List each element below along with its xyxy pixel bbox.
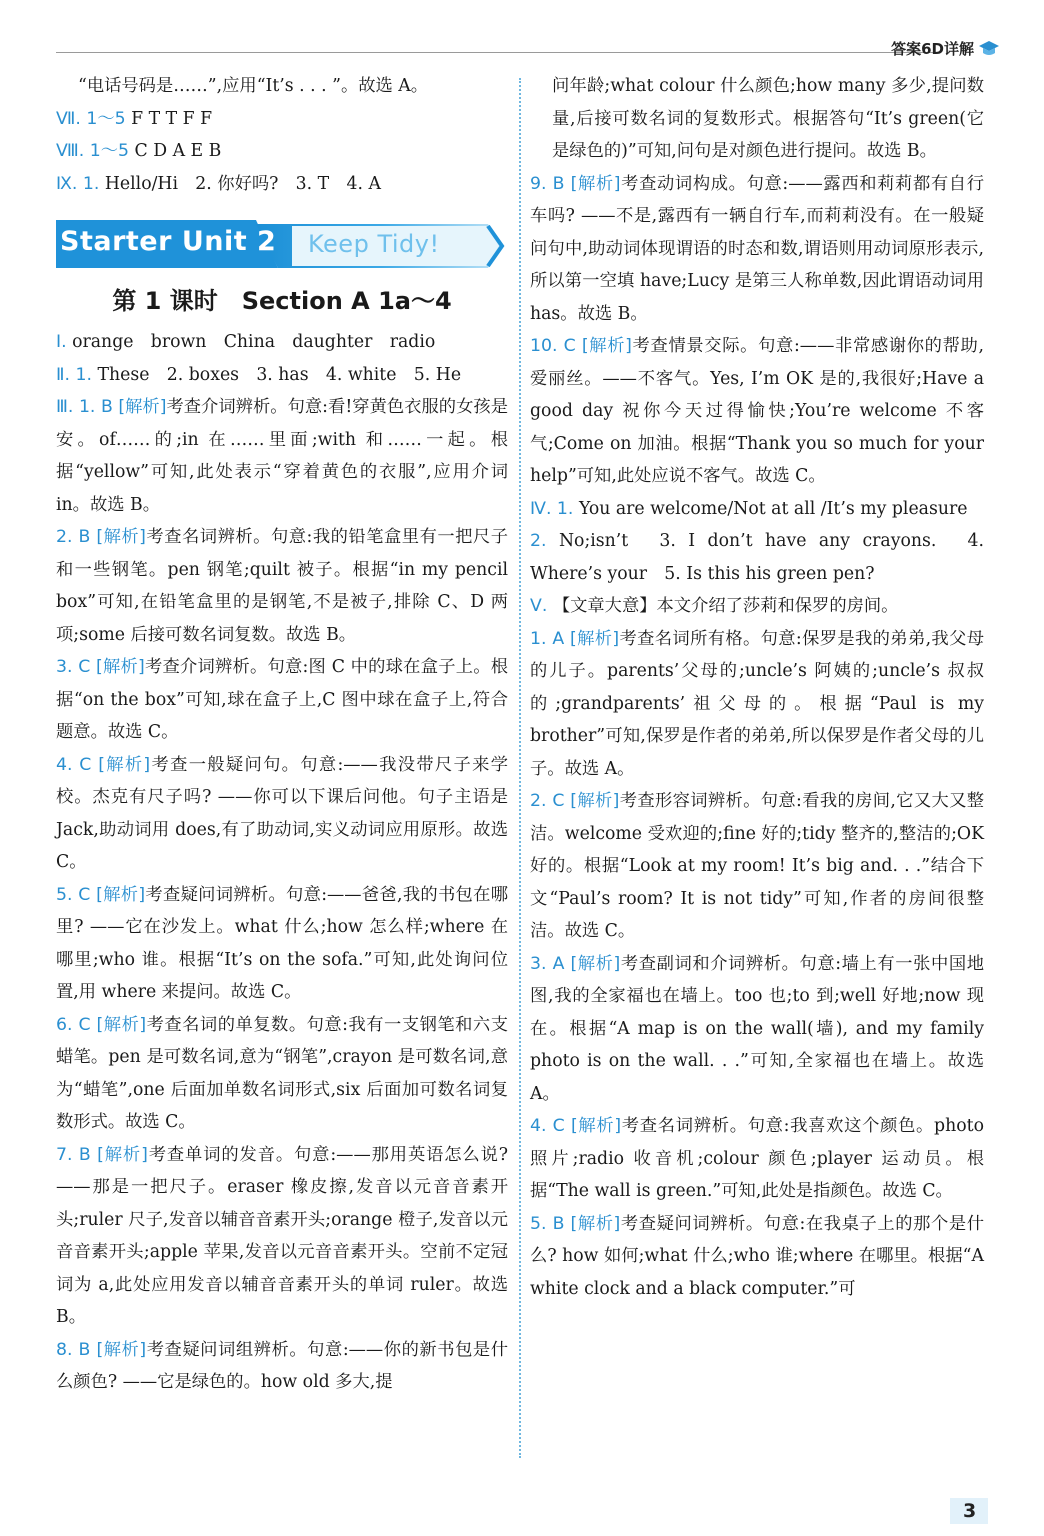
answer-text: 考查动词构成。句意:——露西和莉莉都有自行车吗? ——不是,露西有一辆自行车,而莉莉没有。在一般疑问句中,助动词体现谓语的时态和数,谓语则用动词原形表示,所以第一空填 have;Lucy 是第三人称单数,因此谓语动词用 has。故选 B。 [530,173,984,324]
analysis-tag: [解析] [96,1339,147,1360]
answer-item [530,1208,984,1306]
answer-item [530,493,984,526]
answer-text: 考查副词和介词辨析。句意:墙上有一张中国地图,我的全家福也在墙上。too 也;to 到;well 好地;now 现在。根据“A map is on the wall(墙), and my family photo is on the wall. . .”可知,全家福也在墙上。故选 A。 [530,953,984,1104]
answer-item [56,879,508,1009]
answer-number: Ⅴ. [530,596,548,616]
answer-number: Ⅷ. 1～5 [56,141,130,161]
analysis-tag: [解析] [570,1213,621,1234]
section-title: 第 1 课时 Section A 1a～4 [112,287,452,315]
answer-item [56,651,508,749]
answer-item [530,948,984,1111]
answer-number: Ⅸ. 1. [56,173,100,194]
analysis-tag: [解析] [570,628,620,649]
answer-text: 考查疑问词辨析。句意:在我桌子上的那个是什么? how 如何;what 什么;who 谁;where 在哪里。根据“A white clock and a black computer.”可 [530,1213,984,1299]
answer-text: 考查情景交际。句意:——非常感谢你的帮助,爱丽丝。——不客气。Yes, I’m OK 是的,我很好;Have a good day 祝你今天过得愉快;You’re welcome 不客气;Come on 加油。根据“Thank you so much for your help”可知,此处应说不客气。故选 C。 [530,336,984,486]
answer-number: Ⅲ. 1. B [56,397,113,417]
analysis-tag: [解析] [96,527,146,547]
answer-number: 8. B [56,1339,91,1360]
answer-number: Ⅳ. 1. [530,498,574,519]
answer-number: 9. B [530,173,565,194]
answer-number: Ⅰ. [56,332,67,352]
answer-text: 考查名词的单复数。句意:我有一支钢笔和六支蜡笔。pen 是可数名词,意为“钢笔”,crayon 是可数名词,意为“蜡笔”,one 后面加单数名词形式,six 后面加可数名词复数形式。故选 C。 [56,1014,508,1132]
analysis-tag: [解析] [118,397,167,417]
header-title: 答案6D详解 [891,40,974,58]
answer-text: No;isn’t 3. I don’t have any crayons. 4. Where’s your 5. Is this his green pen? [530,531,985,584]
header-rule [56,52,936,53]
answer-number: 4. C [530,1116,565,1136]
answer-number: 3. C [56,657,91,677]
answer-text: 考查一般疑问句。句意:——我没带尺子来学校。杰克有尺子吗? ——你可以下课后问他。句子主语是 Jack,助动词用 does,有了助动词,实义动词应用原形。故选 C。 [56,754,509,872]
unit-banner [56,214,508,274]
answer-text: 考查形容词辨析。句意:看我的房间,它又大又整洁。welcome 受欢迎的;fine 好的;tidy 整齐的,整洁的;OK 好的。根据“Look at my room! It’s big and. . .”结合下文“Paul’s room? It is not tidy”可知,作者的房间很整洁。故选 C。 [530,791,984,941]
answer-item [530,168,984,331]
answer-item [56,749,508,879]
answer-item [530,70,984,168]
answer-item [530,1110,984,1208]
answer-item [56,70,508,103]
answer-item [56,168,508,201]
analysis-tag: [解析] [570,791,620,811]
answer-text: orange brown China daughter radio [72,332,436,352]
right-column [530,70,984,1305]
answer-text: Hello/Hi 2. 你好吗? 3. T 4. A [104,173,381,194]
answer-text: 考查名词所有格。句意:保罗是我的弟弟,我父母的儿子。parents’父母的;uncle’s 阿姨的;uncle’s 叔叔的;grandparents’祖父母的。根据“Paul is my brother”可知,保罗是作者的弟弟,所以保罗是作者父母的儿子。故选 A。 [530,628,984,779]
answer-number: 6. C [56,1014,91,1035]
answer-number: 2. B [56,527,91,547]
left-column [56,70,508,1399]
analysis-tag: [解析] [570,173,621,194]
answer-item [530,525,984,590]
analysis-tag: [解析] [96,657,145,677]
banner-unit: Starter Unit 2 [60,226,277,257]
answer-item [56,391,508,521]
answer-text: You are welcome/Not at all /It’s my pleasure [578,498,968,519]
answer-text: C D A E B [134,141,222,161]
answer-number: 5. B [530,1213,565,1234]
answer-item [56,135,508,168]
answer-item [56,326,508,359]
answer-number: 1. A [530,628,565,649]
answer-number: 2. C [530,791,565,811]
answer-text: 考查名词辨析。句意:我的铅笔盒里有一把尺子和一些钢笔。pen 钢笔;quilt 被子。根据“in my pencil box”可知,在铅笔盒里的是钢笔,不是被子,排除 C、D 两项;some 后接可数名词复数。故选 B。 [56,527,508,645]
answer-text: 问年龄;what colour 什么颜色;how many 多少,提问数量,后接可数名词的复数形式。根据答句“It’s green(它是绿色的)”可知,问句是对颜色进行提问。故选 B。 [552,76,984,161]
page-number: 3 [963,1500,977,1522]
answer-number: 3. A [530,953,565,974]
answer-number: 10. C [530,336,576,356]
answer-item [530,590,984,623]
answer-text: 考查介词辨析。句意:图 C 中的球在盒子上。根据“on the box”可知,球在盒子上,C 图中球在盒子上,符合题意。故选 C。 [56,657,508,742]
answer-item [56,1139,508,1334]
banner-subtitle: Keep Tidy! [308,230,440,258]
answer-text: 考查疑问词组辨析。句意:——你的新书包是什么颜色? ——它是绿色的。how old 多大,提 [56,1339,509,1392]
answer-text: 考查疑问词辨析。句意:——爸爸,我的书包在哪里? ——它在沙发上。what 什么;how 怎么样;where 在哪里;who 谁。根据“It’s on the sofa.”可知,此处询问位置,用 where 来提问。故选 C。 [56,884,509,1002]
answer-text: 【文章大意】本文介绍了莎莉和保罗的房间。 [552,596,899,616]
answer-text: These 2. boxes 3. has 4. white 5. He [97,364,462,385]
answer-text: 考查名词辨析。句意:我喜欢这个颜色。photo 照片;radio 收音机;colour 颜色;player 运动员。根据“The wall is green.”可知,此处是指颜色。故选 C。 [530,1116,984,1201]
answer-text: “电话号码是……”,应用“It’s . . . ”。故选 A。 [78,76,429,96]
analysis-tag: [解析] [96,884,146,905]
graduation-cap-icon [978,38,1000,60]
answer-number: 4. C [56,754,92,775]
answer-item [56,1334,508,1399]
answer-number: 5. C [56,884,91,905]
analysis-tag: [解析] [96,1014,147,1035]
column-divider [519,78,521,1458]
analysis-tag: [解析] [98,754,151,775]
answer-number: Ⅱ. 1. [56,364,92,385]
answer-text: 考查单词的发音。句意:——那用英语怎么说? ——那是一把尺子。eraser 橡皮擦,发音以元音音素开头;ruler 尺子,发音以辅音音素开头;orange 橙子,发音以元音音素开头;apple 苹果,发音以元音音素开头。空前不定冠词为 a,此处应用发音以辅音音素开头的单词 ruler。故选 B。 [56,1144,509,1327]
analysis-tag: [解析] [97,1144,148,1165]
analysis-tag: [解析] [581,336,632,356]
answer-item [530,330,984,493]
answer-item [530,623,984,786]
answer-item [56,521,508,651]
answer-number: 7. B [56,1144,91,1165]
answer-text: F T T F F [131,108,213,129]
answer-item [56,359,508,392]
answer-text: 考查介词辨析。句意:看!穿黄色衣服的女孩是安。of……的;in 在……里面;with 和……一起。根据“yellow”可知,此处表示“穿着黄色的衣服”,应用介词 in。故选 B。 [56,397,508,515]
answer-item [530,785,984,948]
analysis-tag: [解析] [570,1116,622,1136]
answer-item [56,1009,508,1139]
answer-item [56,103,508,136]
answer-number: 2. [530,531,547,551]
analysis-tag: [解析] [570,953,621,974]
answer-number: Ⅶ. 1～5 [56,108,126,129]
